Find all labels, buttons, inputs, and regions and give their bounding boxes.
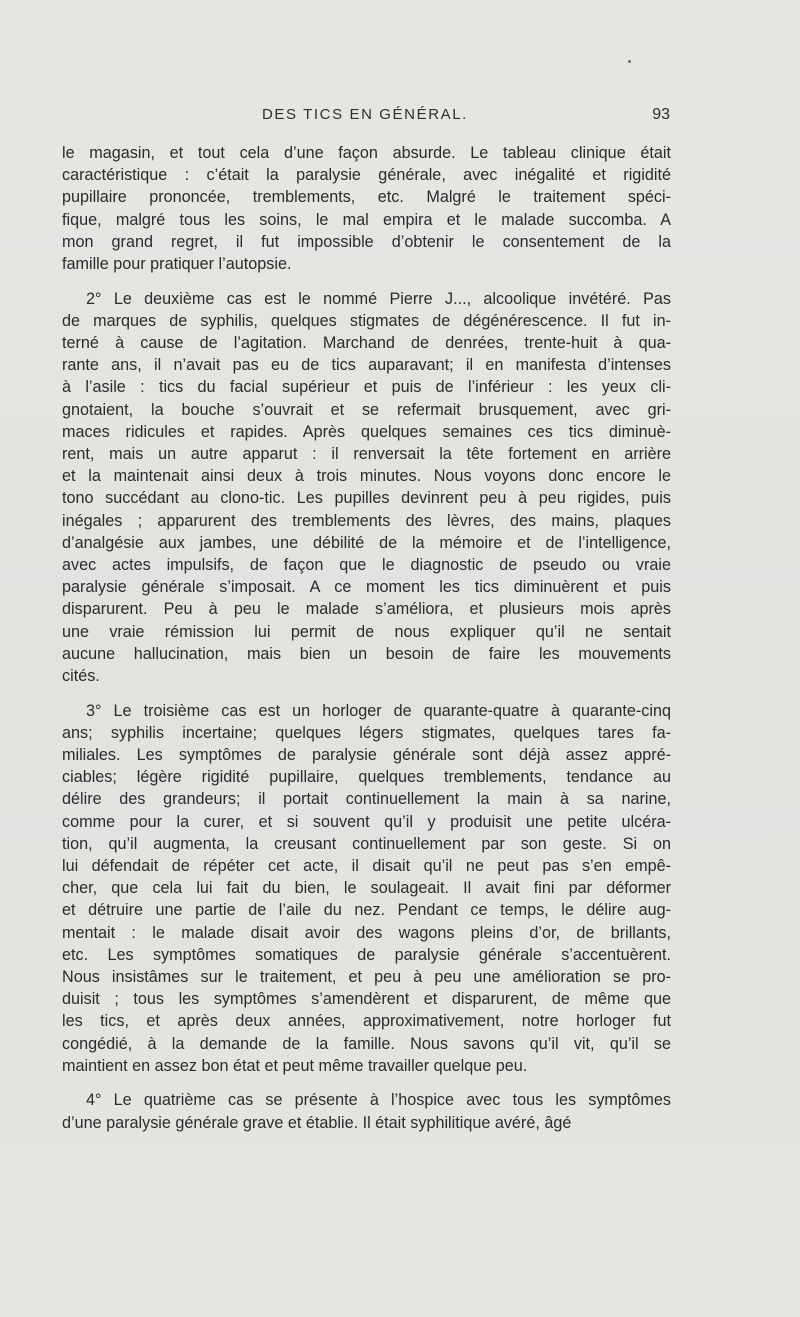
running-title: DES TICS EN GÉNÉRAL. xyxy=(262,106,468,123)
text-line: pupillaire prononcée, tremblements, etc. Malgré le traitement spéci- xyxy=(62,188,671,207)
paragraph-gap xyxy=(62,1077,671,1090)
text-line: caractéristique : c’était la paralysie générale, avec inégalité et rigidité xyxy=(62,166,671,185)
running-head xyxy=(62,106,680,130)
text-line: ciables; légère rigidité pupillaire, quelques tremblements, tendance au xyxy=(62,768,671,787)
text-line: paralysie générale s’imposait. A ce moment les tics diminuèrent et puis xyxy=(62,578,671,597)
paragraph-gap xyxy=(62,687,671,700)
text-line: rante ans, il n’avait pas eu de tics auparavant; il en manifesta d’intenses xyxy=(62,356,671,375)
text-line: Nous insistâmes sur le traitement, et peu à peu une amélioration se pro- xyxy=(62,967,671,986)
text-line: fique, malgré tous les soins, le mal empira et le malade succomba. A xyxy=(62,210,671,229)
text-line: d’une paralysie générale grave et établie. Il était syphilitique avéré, âgé xyxy=(62,1113,572,1132)
text-line: à l’asile : tics du facial supérieur et puis de l’inférieur : les yeux cli- xyxy=(62,378,671,397)
paragraph-3 xyxy=(62,700,671,1077)
text-line: mentait : le malade disait avoir des wagons pleins d’or, de brillants, xyxy=(62,923,671,942)
text-line: congédié, à la demande de la famille. Nous savons qu’il vit, qu’il se xyxy=(62,1034,671,1053)
text-line: lui défendait de répéter cet acte, il disait qu’il ne peut pas s’en empê- xyxy=(62,857,671,875)
text-line: et la maintenait ainsi deux à trois minutes. Nous voyons donc encore le xyxy=(62,467,671,486)
paragraph-2 xyxy=(62,288,671,687)
text-line: et détruire une partie de l’aile du nez. Pendant ce temps, le délire aug- xyxy=(62,901,671,920)
text-line: rent, mais un autre apparut : il renversait la tête fortement en arrière xyxy=(62,445,671,464)
text-line: maces ridicules et rapides. Après quelques semaines ces tics diminuè- xyxy=(62,422,671,441)
text-line: terné à cause de l’agitation. Marchand de denrées, trente-huit à qua- xyxy=(62,334,671,353)
text-line: gnotaient, la bouche s’ouvrait et se refermait brusquement, avec gri- xyxy=(62,400,671,419)
text-line: duisit ; tous les symptômes s’amendèrent et disparurent, de même que xyxy=(62,990,671,1009)
text-line: cités. xyxy=(62,666,100,685)
text-line: 4° Le quatrième cas se présente à l’hospice avec tous les symptômes xyxy=(86,1091,671,1110)
text-line: d’analgésie aux jambes, une débilité de la mémoire et de l’intelligence, xyxy=(62,533,671,552)
text-line: aucune hallucination, mais bien un besoin de faire les mouvements xyxy=(62,644,671,663)
paper-speck xyxy=(628,60,631,63)
text-line: famille pour pratiquer l’autopsie. xyxy=(62,254,292,273)
page-number: 93 xyxy=(652,106,670,123)
text-line: 2° Le deuxième cas est le nommé Pierre J..., alcoolique invétéré. Pas xyxy=(86,289,671,308)
paragraph-4 xyxy=(62,1089,671,1133)
text-line: cher, que cela lui fait du bien, le soulageait. Il avait fini par déformer xyxy=(62,879,671,898)
text-line: disparurent. Peu à peu le malade s’améliora, et plusieurs mois après xyxy=(62,600,671,619)
text-line: inégales ; apparurent des tremblements des lèvres, des mains, plaques xyxy=(62,511,671,530)
text-line: avec actes impulsifs, de façon que le diagnostic de pseudo ou vraie xyxy=(62,555,671,574)
text-line: ans; syphilis incertaine; quelques légers stigmates, quelques tares fa- xyxy=(62,723,671,742)
text-line: les tics, et après deux années, approximativement, notre horloger fut xyxy=(62,1012,671,1031)
text-line: maintient en assez bon état et peut même travailler quelque peu. xyxy=(62,1056,528,1075)
text-line: 3° Le troisième cas est un horloger de quarante-quatre à quarante-cinq xyxy=(86,701,671,720)
text-line: tion, qu’il augmenta, la creusant continuellement par son geste. Si on xyxy=(62,834,671,853)
text-line: le magasin, et tout cela d’une façon absurde. Le tableau clinique était xyxy=(62,144,671,162)
text-line: de marques de syphilis, quelques stigmates de dégénérescence. Il fut in- xyxy=(62,311,671,330)
paragraph-1 xyxy=(62,142,671,275)
text-line: etc. Les symptômes somatiques de paralysie générale s’accentuèrent. xyxy=(62,945,671,964)
body-text xyxy=(62,142,671,1134)
text-line: comme pour la curer, et si souvent qu’il y produisit une petite ulcéra- xyxy=(62,812,671,831)
text-line: une vraie rémission lui permit de nous expliquer qu’il ne sentait xyxy=(62,622,671,641)
paragraph-gap xyxy=(62,275,671,288)
text-line: mon grand regret, il fut impossible d’obtenir le consentement de la xyxy=(62,232,671,251)
text-line: délire des grandeurs; il portait continuellement la main à sa narine, xyxy=(62,790,671,809)
text-line: tono succédant au clono-tic. Les pupilles devinrent peu à peu rigides, puis xyxy=(62,489,671,508)
text-line: miliales. Les symptômes de paralysie générale sont déjà assez appré- xyxy=(62,746,671,765)
